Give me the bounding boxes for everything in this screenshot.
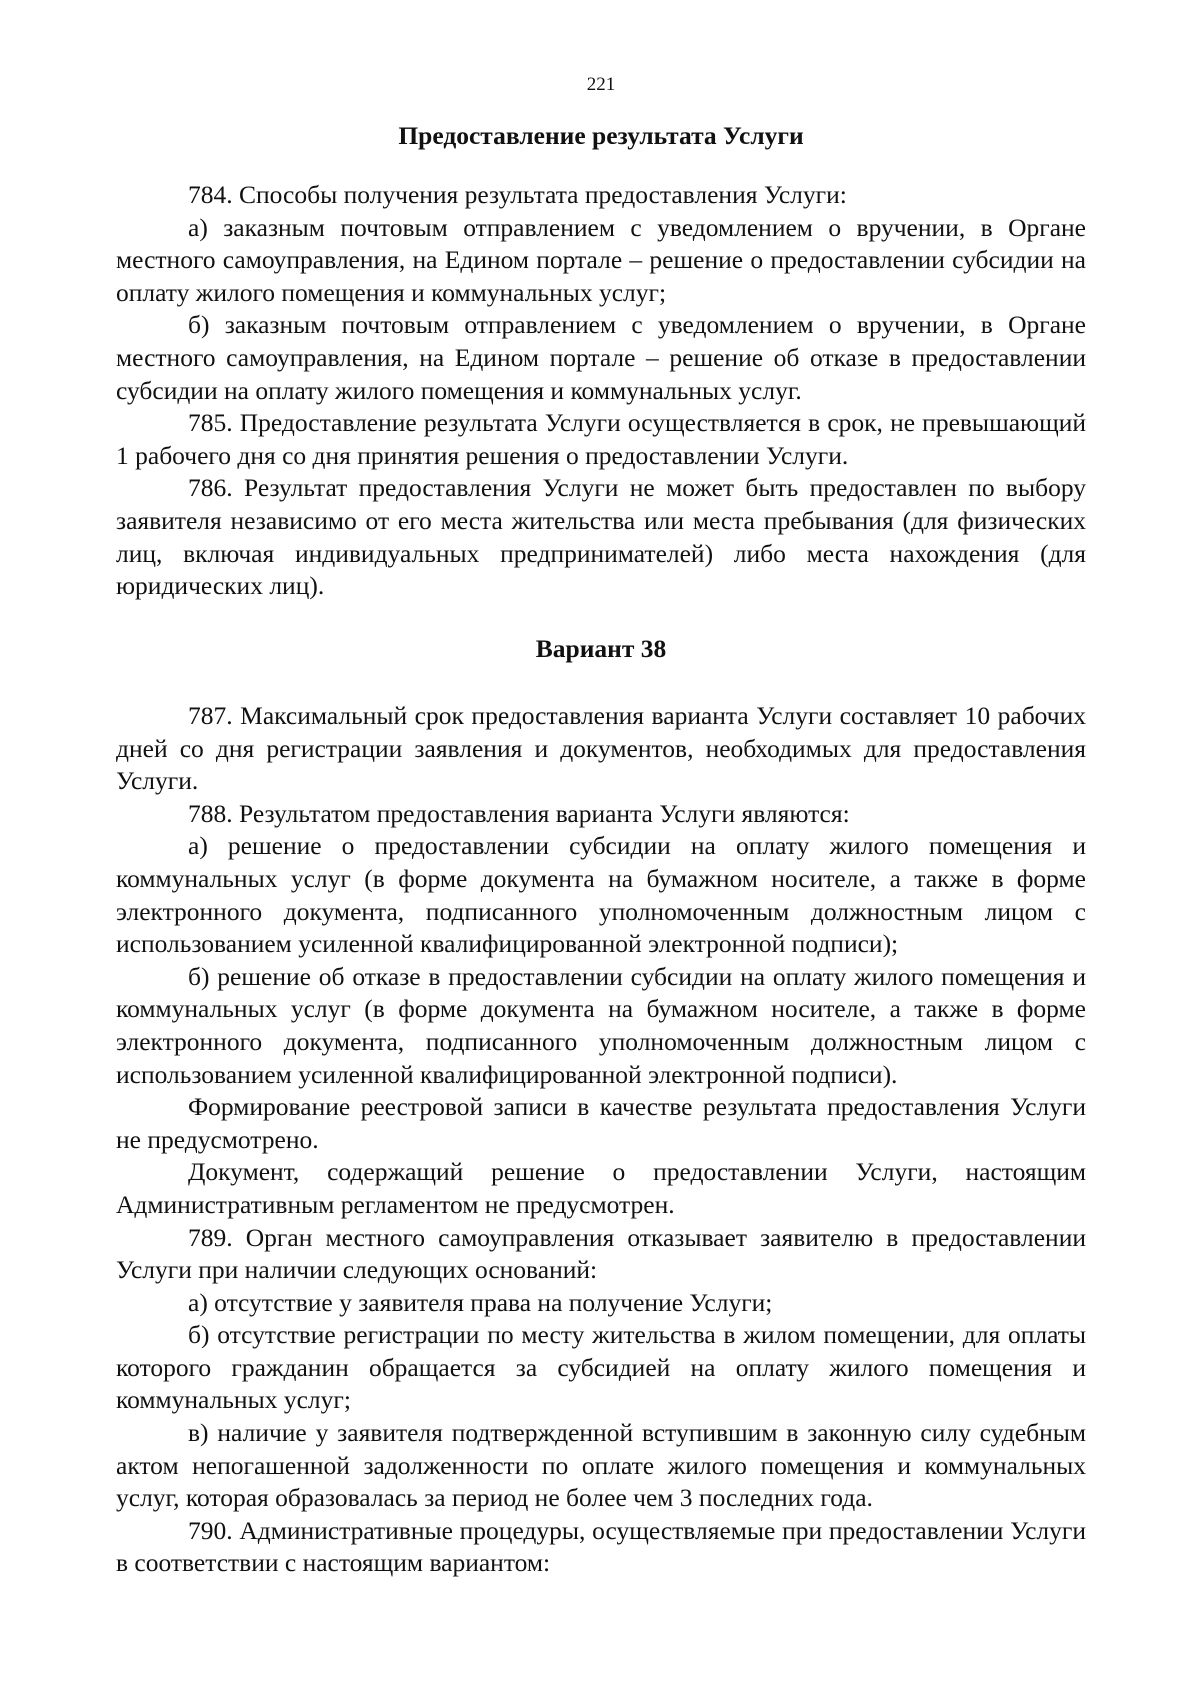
paragraph: 790. Административные процедуры, осуществляемые при предоставлении Услуги в соответствии с настоящим вариантом:	[116, 1515, 1086, 1578]
paragraph: в) наличие у заявителя подтвержденной вступившим в законную силу судебным актом непогашенной задолженности по оплате жилого помещения и коммунальных услуг, которая образовалась за период не более чем 3 последних года.	[116, 1418, 1086, 1513]
paragraph: Документ, содержащий решение о предоставлении Услуги, настоящим Административным регламентом не предусмотрен.	[116, 1157, 1086, 1219]
paragraph: 785. Предоставление результата Услуги осуществляется в срок, не превышающий 1 рабочего дня со дня принятия решения о предоставлении Услуги.	[116, 408, 1086, 470]
paragraph: 787. Максимальный срок предоставления варианта Услуги составляет 10 рабочих дней со дня регистрации заявления и документов, необходимых для предоставления Услуги.	[116, 701, 1086, 796]
paragraph: а) заказным почтовым отправлением с уведомлением о вручении, в Органе местного самоуправления, на Едином портале – решение о предоставлении субсидии на оплату жилого помещения и коммунальных услуг;	[116, 212, 1086, 307]
paragraph: 784. Способы получения результата предоставления Услуги:	[188, 180, 847, 209]
paragraph: 789. Орган местного самоуправления отказывает заявителю в предоставлении Услуги при наличии следующих оснований:	[116, 1222, 1086, 1285]
section1-body	[116, 179, 1086, 603]
section-heading: Предоставление результата Услуги	[398, 121, 804, 150]
section2-body	[116, 700, 1086, 1580]
paragraph: а) отсутствие у заявителя права на получение Услуги;	[188, 1287, 773, 1317]
paragraph: б) решение об отказе в предоставлении субсидии на оплату жилого помещения и коммунальных услуг (в форме документа на бумажном носителе, а также в форме электронного документа, подписанного уполномоченным должностным лицом с использованием усиленной квалифицированной электронной подписи).	[116, 961, 1086, 1089]
paragraph: 786. Результат предоставления Услуги не может быть предоставлен по выбору заявителя независимо от его места жительства или места пребывания (для физических лиц, включая индивидуальных предпринимателей) либо места нахождения (для юридических лиц).	[116, 473, 1086, 601]
variant-heading: Вариант 38	[535, 634, 667, 663]
paragraph: Формирование реестровой записи в качестве результата предоставления Услуги не предусмотрено.	[116, 1092, 1086, 1154]
paragraph: б) отсутствие регистрации по месту жительства в жилом помещении, для оплаты которого гражданин обращается за субсидией на оплату жилого помещения и коммунальных услуг;	[116, 1320, 1086, 1415]
paragraph: 788. Результатом предоставления варианта Услуги являются:	[188, 798, 850, 828]
paragraph: а) решение о предоставлении субсидии на оплату жилого помещения и коммунальных услуг (в форме документа на бумажном носителе, а также в форме электронного документа, подписанного уполномоченным должностным лицом с использованием усиленной квалифицированной электронной подписи);	[116, 831, 1086, 959]
paragraph: б) заказным почтовым отправлением с уведомлением о вручении, в Органе местного самоуправления, на Едином портале – решение об отказе в предоставлении субсидии на оплату жилого помещения и коммунальных услуг.	[116, 310, 1086, 405]
page-number: 221	[586, 74, 616, 95]
